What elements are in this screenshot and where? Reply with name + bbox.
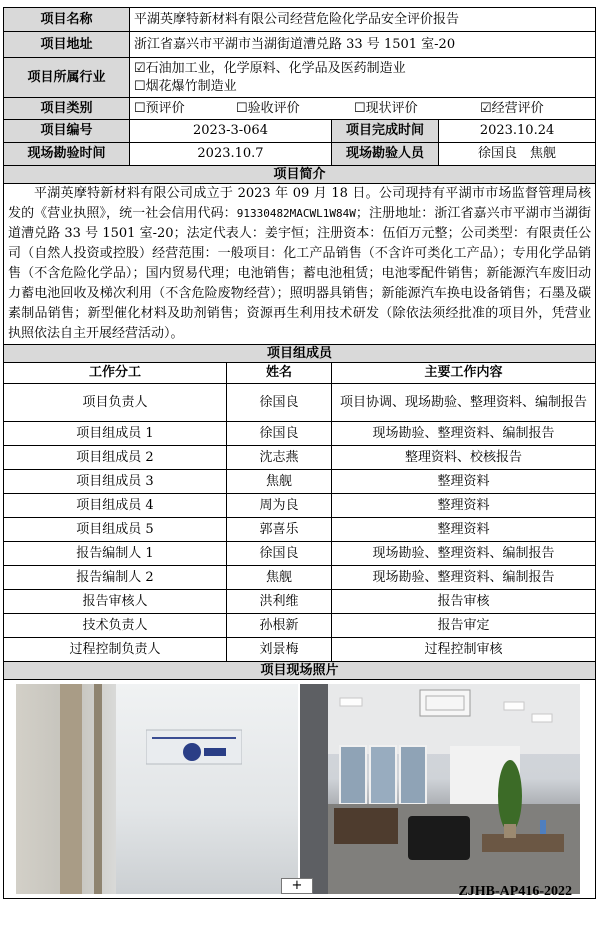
category-option-operation[interactable]: ☑经营评价 <box>480 100 544 116</box>
team-work: 整理资料、校核报告 <box>332 446 596 470</box>
project-name-value: 平湖英摩特新材料有限公司经营危险化学品安全评价报告 <box>130 8 596 32</box>
row-intro-title <box>4 166 596 184</box>
team-header-row <box>4 363 596 384</box>
survey-time-value: 2023.10.7 <box>130 143 332 166</box>
team-header-role: 工作分工 <box>4 363 227 384</box>
survey-staff-label: 现场勘验人员 <box>332 143 439 166</box>
report-page <box>3 7 595 899</box>
team-work: 整理资料 <box>332 518 596 542</box>
table-row <box>4 590 596 614</box>
row-intro-body <box>4 184 596 345</box>
site-photo-office <box>300 684 580 894</box>
project-number-label: 项目编号 <box>4 120 130 143</box>
team-name: 刘景梅 <box>227 638 332 662</box>
row-project-name <box>4 8 596 32</box>
frosted-glass-shape <box>116 684 298 894</box>
table-row <box>4 446 596 470</box>
team-work: 现场勘验、整理资料、编制报告 <box>332 566 596 590</box>
team-name: 沈志燕 <box>227 446 332 470</box>
company-sign-logo <box>146 720 242 776</box>
table-row <box>4 638 596 662</box>
team-work: 现场勘验、整理资料、编制报告 <box>332 542 596 566</box>
table-row <box>4 470 596 494</box>
row-project-address <box>4 32 596 58</box>
site-photos <box>4 680 596 899</box>
table-row <box>4 518 596 542</box>
team-role: 项目负责人 <box>4 384 227 422</box>
row-photos-title <box>4 662 596 680</box>
row-photos <box>4 680 596 899</box>
project-address-value: 浙江省嘉兴市平湖市当湖街道漕兑路 33 号 1501 室-20 <box>130 32 596 58</box>
table-row <box>4 422 596 446</box>
row-survey <box>4 143 596 166</box>
team-name: 周为良 <box>227 494 332 518</box>
team-role: 项目组成员 3 <box>4 470 227 494</box>
row-project-category <box>4 98 596 120</box>
team-role: 报告编制人 1 <box>4 542 227 566</box>
project-category-options <box>130 98 596 120</box>
office-scene-image <box>300 684 580 894</box>
team-work: 报告审核 <box>332 590 596 614</box>
team-role: 技术负责人 <box>4 614 227 638</box>
category-option-acceptance[interactable]: ☐验收评价 <box>236 100 300 116</box>
team-name: 徐国良 <box>227 384 332 422</box>
team-role: 项目组成员 2 <box>4 446 227 470</box>
team-header-name: 姓名 <box>227 363 332 384</box>
intro-section-title: 项目简介 <box>4 166 596 184</box>
team-name: 郭喜乐 <box>227 518 332 542</box>
team-role: 报告审核人 <box>4 590 227 614</box>
team-name: 徐国良 <box>227 542 332 566</box>
document-code: ZJHB-AP416-2022 <box>458 884 572 899</box>
team-role: 项目组成员 4 <box>4 494 227 518</box>
evaluation-info-table <box>3 7 596 899</box>
industry-option-fireworks[interactable]: ☐烟花爆竹制造业 <box>134 78 237 94</box>
team-work: 项目协调、现场勘验、整理资料、编制报告 <box>332 384 596 422</box>
intro-credit-code: 91330482MACWL1W84W <box>236 207 356 220</box>
completion-time-value: 2023.10.24 <box>439 120 596 143</box>
door-edge-shape <box>94 684 102 894</box>
door-frame-shape <box>60 684 82 894</box>
intro-text-part-2: ；注册地址：浙江省嘉兴市平湖市当湖街道漕兑路 33 号 1501 室-20；法定代表人：姜宇恒；注册资本：伍佰万元整；公司类型：有限责任公司（自然人投资或控股）经营范围：一般项目：化工产品销售（不含许可类化工产品）；专用化学品销售（不含危险化学品）；国内贸易代理；电池销售；蓄电池租赁；电池零配件销售；新能源汽车废旧动力蓄电池回收及梯次利用（不含危险废物经营）；照明器具销售；新能源汽车换电设备销售；石墨及碳素制品销售；新型催化材料及助剂销售；资源再生利用技术研发（除依法须经批准的项目外，凭营业执照依法自主开展经营活动）。 <box>8 206 592 341</box>
row-team-title <box>4 345 596 363</box>
table-row <box>4 494 596 518</box>
expand-button[interactable]: + <box>281 878 313 894</box>
team-header-work: 主要工作内容 <box>332 363 596 384</box>
project-number-value: 2023-3-064 <box>130 120 332 143</box>
table-row <box>4 542 596 566</box>
team-role: 项目组成员 5 <box>4 518 227 542</box>
team-name: 焦舰 <box>227 470 332 494</box>
team-section-title: 项目组成员 <box>4 345 596 363</box>
table-row <box>4 614 596 638</box>
project-address-label: 项目地址 <box>4 32 130 58</box>
survey-staff-value: 徐国良 焦舰 <box>439 143 596 166</box>
team-name: 徐国良 <box>227 422 332 446</box>
table-row <box>4 566 596 590</box>
completion-time-label: 项目完成时间 <box>332 120 439 143</box>
project-name-label: 项目名称 <box>4 8 130 32</box>
row-project-industry <box>4 58 596 98</box>
team-work: 报告审定 <box>332 614 596 638</box>
team-name: 焦舰 <box>227 566 332 590</box>
row-project-number <box>4 120 596 143</box>
category-option-pre[interactable]: ☐预评价 <box>134 100 185 116</box>
team-work: 整理资料 <box>332 494 596 518</box>
team-role: 项目组成员 1 <box>4 422 227 446</box>
team-name: 孙根新 <box>227 614 332 638</box>
intro-paragraph <box>4 184 596 345</box>
team-work: 整理资料 <box>332 470 596 494</box>
site-photo-entrance <box>16 684 298 894</box>
photos-section-title: 项目现场照片 <box>4 662 596 680</box>
project-category-label: 项目类别 <box>4 98 130 120</box>
team-work: 现场勘验、整理资料、编制报告 <box>332 422 596 446</box>
team-role: 过程控制负责人 <box>4 638 227 662</box>
survey-time-label: 现场勘验时间 <box>4 143 130 166</box>
table-row <box>4 384 596 422</box>
team-name: 洪利维 <box>227 590 332 614</box>
team-role: 报告编制人 2 <box>4 566 227 590</box>
project-industry-options <box>130 58 596 98</box>
intro-text-part-1: 平湖英摩特新材料有限公司成立于 2023 年 09 月 18 日。公司现持有平湖市市场监督管理局核发的《营业执照》，统一社会信用代码： <box>8 186 592 221</box>
category-option-status[interactable]: ☐现状评价 <box>354 100 418 116</box>
project-industry-label: 项目所属行业 <box>4 58 130 98</box>
industry-option-petrochemical[interactable]: ☑石油加工业，化学原料、化学品及医药制造业 <box>134 60 406 76</box>
team-work: 过程控制审核 <box>332 638 596 662</box>
